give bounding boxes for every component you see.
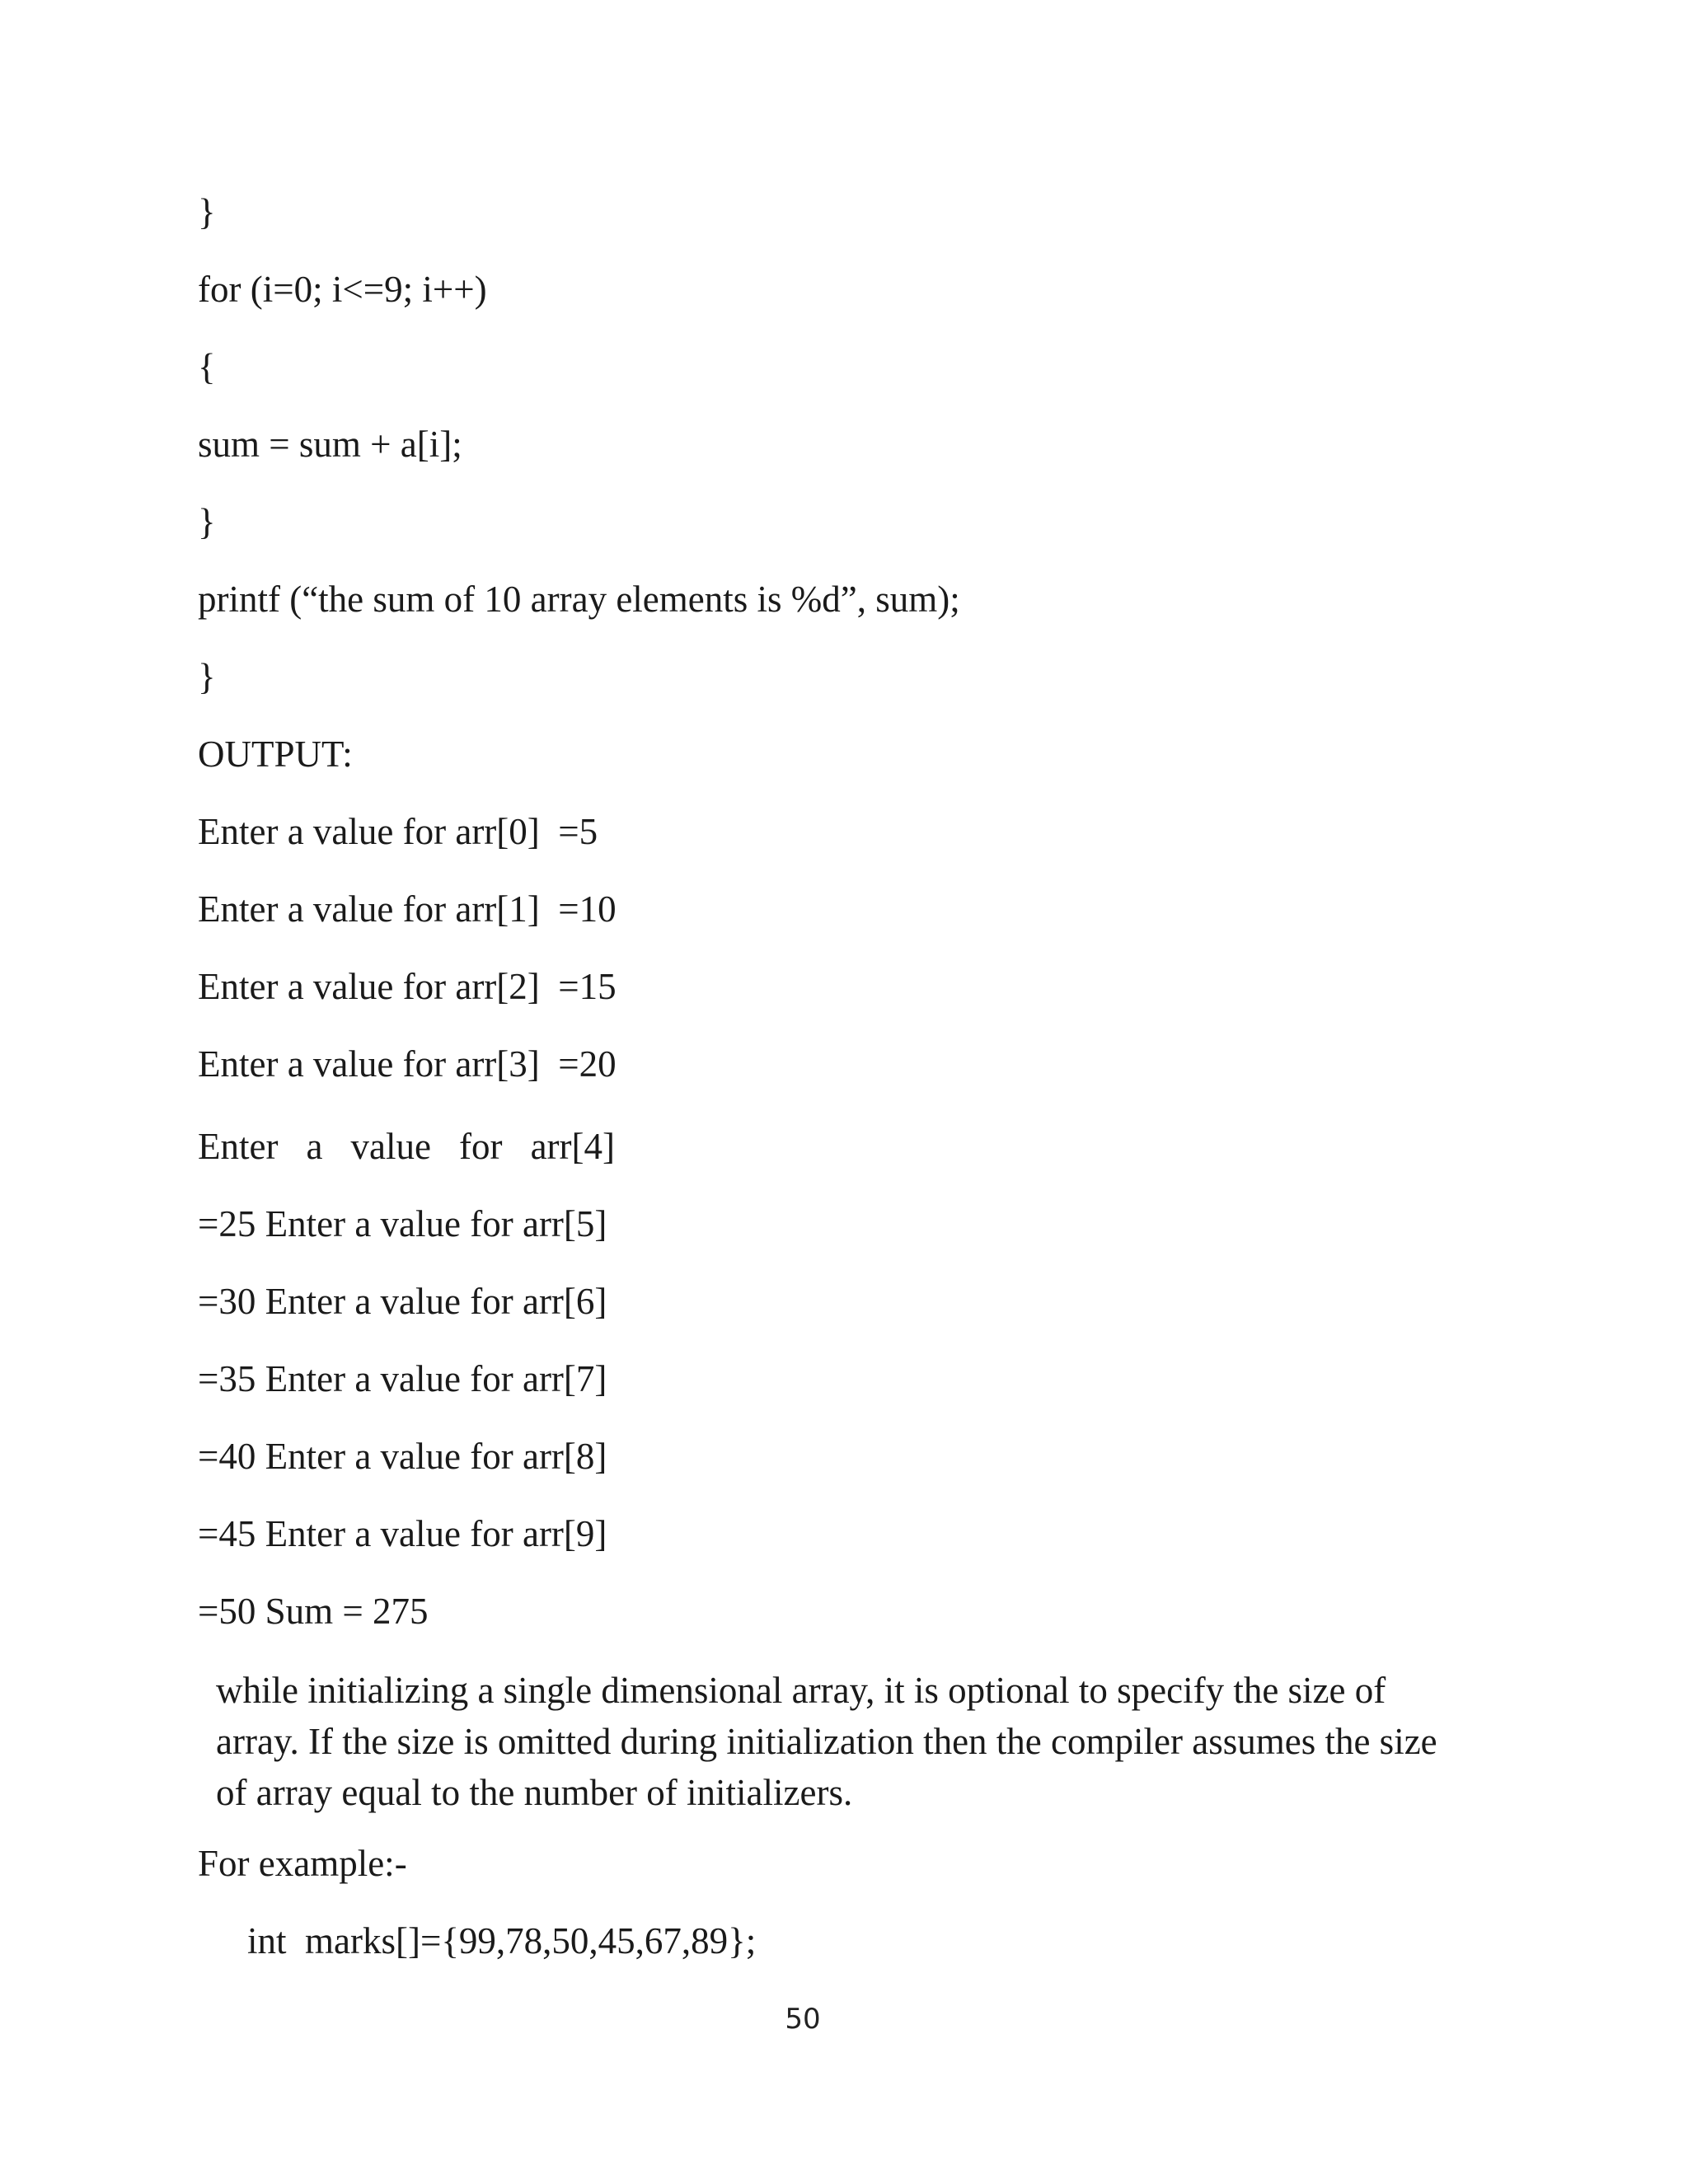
code-line-for-loop: for (i=0; i<=9; i++) <box>198 269 487 310</box>
example-label: For example:- <box>198 1843 407 1884</box>
code-line-closing-brace-loop: } <box>198 501 216 542</box>
output-line-arr3: Enter a value for arr[3] =20 <box>198 1043 617 1085</box>
output-line-arr6: =30 Enter a value for arr[6] <box>198 1281 607 1322</box>
code-line-printf: printf (“the sum of 10 array elements is %d”, sum); <box>198 579 960 620</box>
output-heading: OUTPUT: <box>198 733 353 775</box>
explanation-paragraph: while initializing a single dimensional array, it is optional to specify the size of array. If the size is omitted during initialization then the compiler assumes the size of array equal to the number of initializers. <box>216 1670 1437 1813</box>
output-line-arr5: =25 Enter a value for arr[5] <box>198 1203 607 1244</box>
output-line-arr1: Enter a value for arr[1] =10 <box>198 888 617 930</box>
output-line-arr2: Enter a value for arr[2] =15 <box>198 966 617 1007</box>
code-line-sum-statement: sum = sum + a[i]; <box>198 424 462 465</box>
output-line-arr0: Enter a value for arr[0] =5 <box>198 811 598 852</box>
example-code-line: int marks[]={99,78,50,45,67,89}; <box>247 1920 757 1961</box>
code-line-closing-brace-main: } <box>198 656 216 697</box>
output-line-sum: =50 Sum = 275 <box>198 1591 429 1632</box>
output-line-arr7: =35 Enter a value for arr[7] <box>198 1358 607 1399</box>
output-line-arr4: Enter a value for arr[4] <box>198 1126 615 1167</box>
code-line-opening-brace: { <box>198 346 216 387</box>
output-line-arr9: =45 Enter a value for arr[9] <box>198 1513 607 1554</box>
page-number: 50 <box>785 2003 821 2036</box>
output-line-arr8: =40 Enter a value for arr[8] <box>198 1436 607 1477</box>
code-line-closing-brace: } <box>198 191 216 232</box>
